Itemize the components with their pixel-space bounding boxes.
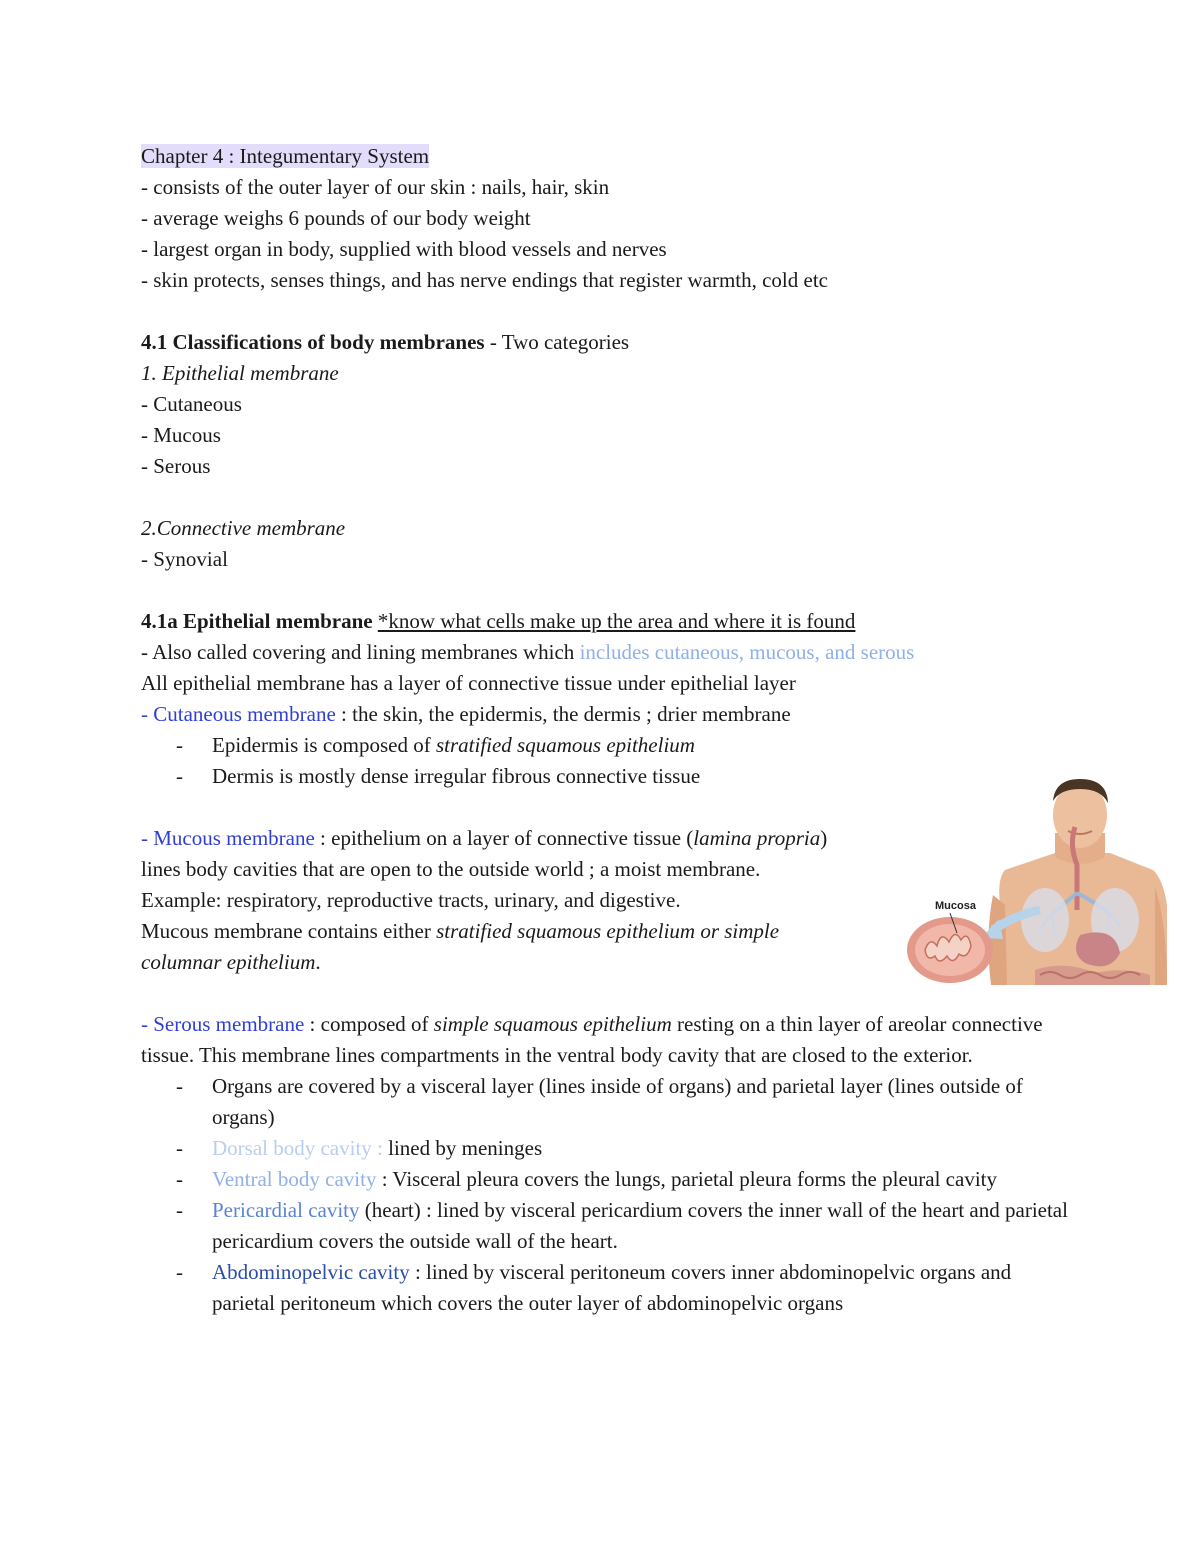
list-item: - Serous [141, 454, 211, 478]
chapter-title: Chapter 4 : Integumentary System [141, 144, 430, 168]
study-note: *know what cells make up the area and where it is found [377, 609, 856, 633]
anatomy-illustration-icon [905, 775, 1170, 990]
also-called-line: - Also called covering and lining membranes which includes cutaneous, mucous, and serous [141, 640, 915, 664]
bullet-item: - Dorsal body cavity : lined by meninges [176, 1136, 543, 1160]
intro-line: - average weighs 6 pounds of our body weight [141, 206, 531, 230]
document-body [141, 141, 1071, 1319]
figure-label: Mucosa [935, 900, 976, 912]
all-epithelial-line: All epithelial membrane has a layer of connective tissue under epithelial layer [141, 671, 796, 695]
section-4-1a-heading: 4.1a Epithelial membrane *know what cells make up the area and where it is found [141, 609, 856, 633]
bullet-item: - Pericardial cavity (heart) : lined by visceral pericardium covers the inner wall of the heart and parietal pericardium covers the outside wall of the heart. [176, 1198, 1068, 1253]
section-4-1-heading: 4.1 Classifications of body membranes - Two categories [141, 330, 630, 354]
list-item: - Cutaneous [141, 392, 242, 416]
mucosa-anatomy-figure [905, 775, 1170, 990]
bullet-item: - Ventral body cavity : Visceral pleura covers the lungs, parietal pleura forms the pleural cavity [176, 1167, 997, 1191]
bullet-item: - Dermis is mostly dense irregular fibrous connective tissue [176, 764, 701, 788]
bullet-item: - Organs are covered by a visceral layer (lines inside of organs) and parietal layer (lines outside of organs) [176, 1074, 1023, 1129]
category-connective: 2.Connective membrane [141, 516, 346, 540]
intro-line: - consists of the outer layer of our skin : nails, hair, skin [141, 175, 610, 199]
serous-paragraph: - Serous membrane : composed of simple squamous epithelium resting on a thin layer of areolar connective tissue. This membrane lines compartments in the ventral body cavity that are closed to the exterior. [141, 1012, 1043, 1067]
intro-line: - skin protects, senses things, and has nerve endings that register warmth, cold etc [141, 268, 828, 292]
list-item: - Synovial [141, 547, 228, 571]
bullet-item: - Epidermis is composed of stratified squamous epithelium [176, 733, 695, 757]
list-item: - Mucous [141, 423, 221, 447]
cutaneous-line: - Cutaneous membrane : the skin, the epidermis, the dermis ; drier membrane [141, 702, 791, 726]
mucous-paragraph: - Mucous membrane : epithelium on a layer of connective tissue (lamina propria) lines body cavities that are open to the outside world ; a moist membrane. Example: respiratory, reproductive tracts, urinary, and digestive. Mucous membrane contains either stratified squamous epithelium or simple columnar epithelium. [141, 826, 828, 974]
bullet-item: - Abdominopelvic cavity : lined by visceral peritoneum covers inner abdominopelvic organs and parietal peritoneum which covers the outer layer of abdominopelvic organs [176, 1260, 1012, 1315]
category-epithelial: 1. Epithelial membrane [141, 361, 339, 385]
intro-line: - largest organ in body, supplied with blood vessels and nerves [141, 237, 667, 261]
